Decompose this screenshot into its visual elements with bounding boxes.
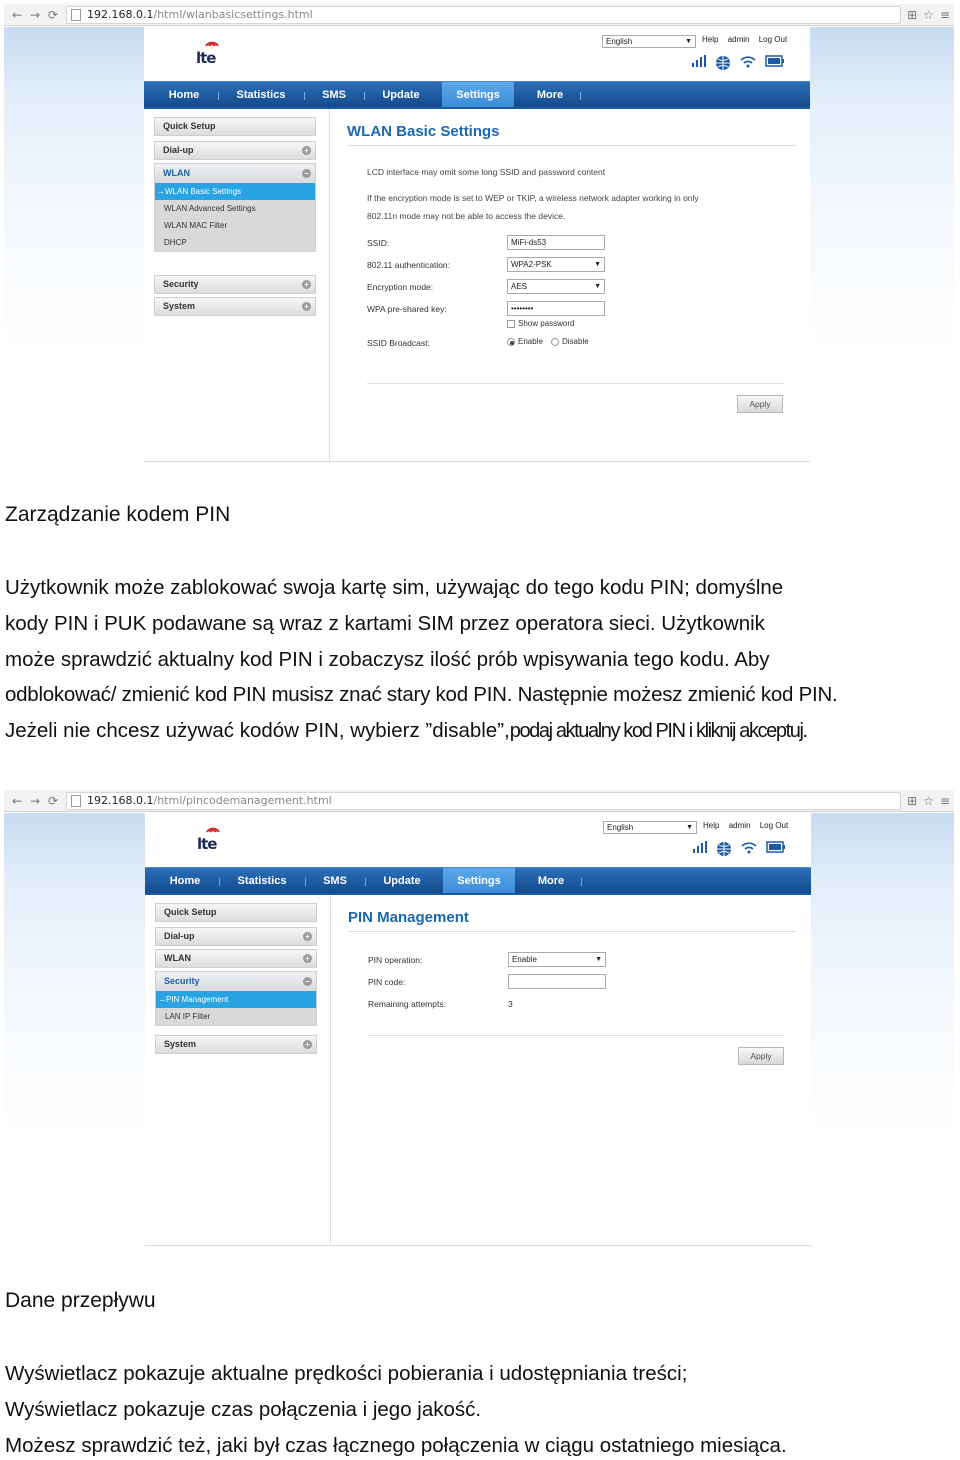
arrow-right-icon: → [157,187,165,196]
router-header [145,813,811,867]
wifi-icon [740,55,756,69]
sidebar-item-wlan[interactable] [155,164,315,183]
encryption-select[interactable] [507,279,605,294]
collapse-icon: − [303,977,312,986]
main-nav [145,867,811,893]
info-note: If the encryption mode is set to WEP or TKIP, a wireless network adapter working in only [367,193,699,203]
sidebar-subitem-label: WLAN Basic Settings [165,187,242,196]
apply-button[interactable]: Apply [737,395,783,413]
expand-icon: + [303,1040,312,1049]
pin-operation-select[interactable] [508,952,606,967]
nav-statistics[interactable]: Statistics [236,89,286,101]
auth-value: WPA2-PSK [511,260,552,269]
reload-icon[interactable]: ⟳ [47,793,59,808]
sidebar-subitem-wlan-advanced-settings[interactable]: WLAN Advanced Settings [164,204,256,213]
paragraph-pin [5,570,957,750]
internet-globe-icon [716,841,732,857]
screenshot-wlan-basic-settings [4,4,954,462]
router-header [144,27,810,81]
nav-sms[interactable]: SMS [322,89,346,101]
signal-strength-icon [692,55,706,67]
lte-logo: lte [196,49,216,67]
forward-icon[interactable]: → [29,793,41,808]
battery-icon [766,841,786,853]
url-host: 192.168.0.1 [87,794,154,807]
address-bar[interactable] [66,6,901,24]
paragraph-line: kody PIN i PUK podawane są wraz z kartami SIM przez operatora sieci. Użytkownik [5,611,765,635]
address-bar[interactable] [66,792,901,810]
page-title: WLAN Basic Settings [347,123,500,140]
reload-icon[interactable]: ⟳ [47,7,59,22]
internet-globe-icon [715,55,731,71]
sidebar-item-system[interactable] [154,297,316,316]
sidebar-item-label: Dial-up [163,145,194,155]
paragraph-line [5,713,957,750]
nav-update[interactable]: Update [382,89,420,101]
encryption-label: Encryption mode: [367,282,434,292]
top-links [703,821,795,830]
status-icons [692,55,785,71]
enable-label: Enable [518,337,543,346]
menu-icon[interactable]: ≡ [939,793,950,808]
settings-content [331,109,810,462]
info-note: 802.11n mode may not be able to access the device. [367,211,566,221]
section-heading-data-flow: Dane przepływu [5,1289,156,1312]
language-value: English [606,37,633,46]
nav-more[interactable]: More [537,875,565,887]
page-icon [71,9,81,21]
sidebar-item-quick-setup[interactable] [155,903,317,922]
radio-dot [551,338,559,346]
psk-label: WPA pre-shared key: [367,304,447,314]
sidebar-item-label: Security [164,976,200,986]
forward-icon[interactable]: → [29,7,41,22]
auth-select[interactable] [507,257,605,272]
lte-signal-logo-icon [205,821,221,833]
screenshot-pin-management [4,790,954,1246]
help-link[interactable]: Help [702,35,719,44]
translate-icon[interactable]: ⊞ [907,793,918,808]
url-path: /html/pincodemanagement.html [153,794,332,807]
sidebar-subitem-dhcp[interactable]: DHCP [164,238,187,247]
sidebar-subitem-pin-management[interactable] [156,991,316,1008]
user-name: admin [728,821,751,830]
top-links [702,35,794,44]
sidebar-item-label: Quick Setup [164,907,217,917]
chevron-down-icon: ▼ [685,38,692,45]
radio-dot [507,338,515,346]
sidebar-item-label: System [164,1039,197,1049]
sidebar-group-security [155,971,317,1026]
info-note: LCD interface may omit some long SSID and password content [367,167,606,177]
bookmark-star-icon[interactable]: ☆ [923,793,934,808]
router-ui [144,27,810,462]
apply-button[interactable]: Apply [738,1047,784,1065]
pin-code-label: PIN code: [368,977,406,987]
ssid-broadcast-label: SSID Broadcast: [367,338,430,348]
settings-content [332,895,811,1246]
wifi-icon [741,841,757,855]
show-password-checkbox[interactable] [507,319,574,328]
browser-toolbar [4,790,954,812]
router-ui [145,813,811,1246]
user-name: admin [727,35,750,44]
chevron-down-icon: ▼ [686,824,693,831]
pin-code-input[interactable] [508,974,606,989]
sidebar-item-dialup[interactable] [155,927,317,946]
show-password-label: Show password [518,319,575,328]
chevron-down-icon: ▼ [594,261,601,268]
logout-link[interactable]: Log Out [758,35,788,44]
sidebar-item-label: Dial-up [164,931,195,941]
settings-sidebar [144,109,330,462]
paragraph-data-flow [5,1356,957,1460]
main-nav [144,81,810,107]
language-select[interactable] [602,35,696,48]
language-value: English [607,823,634,832]
help-link[interactable]: Help [703,821,720,830]
battery-icon [765,55,785,67]
page-title: PIN Management [348,909,469,926]
url-host: 192.168.0.1 [87,8,154,21]
translate-icon[interactable]: ⊞ [907,7,918,22]
language-select[interactable] [603,821,697,834]
nav-home[interactable]: Home [168,89,200,101]
browser-viewport [4,813,954,1246]
nav-settings[interactable]: Settings [442,82,514,108]
expand-icon: + [303,932,312,941]
expand-icon: + [303,954,312,963]
remaining-attempts-value: 3 [508,999,513,1009]
sidebar-item-label: Security [163,279,199,289]
checkbox-box [507,320,515,328]
paragraph-line-part: podaj aktualny kod PIN i kliknij akceptuj. [509,720,807,743]
nav-sms[interactable]: SMS [323,875,347,887]
lte-signal-logo-icon [204,35,220,47]
pin-operation-label: PIN operation: [368,955,423,965]
arrow-right-icon: → [158,995,166,1004]
sidebar-subitem-label: PIN Management [166,995,229,1004]
sidebar-item-system[interactable] [155,1035,317,1054]
nav-more[interactable]: More [536,89,564,101]
chevron-down-icon: ▼ [594,283,601,290]
sidebar-item-security[interactable] [156,972,316,991]
sidebar-item-label: Quick Setup [163,121,216,131]
paragraph-line: może sprawdzić aktualny kod PIN i zobaczysz ilość prób wpisywania tego kodu. Aby [5,647,770,671]
paragraph-line: Wyświetlacz pokazuje czas połączenia i jego jakość. [5,1397,482,1421]
signal-strength-icon [693,841,707,853]
sidebar-item-quick-setup[interactable] [154,117,316,136]
back-icon[interactable]: ← [11,793,23,808]
encryption-value: AES [511,282,528,291]
paragraph-line: Użytkownik może zablokować swoja kartę sim, używając do tego kodu PIN; domyślne [5,576,784,599]
sidebar-subitem-wlan-mac-filter[interactable]: WLAN MAC Filter [164,221,228,230]
paragraph-line: odblokować/ zmienić kod PIN musisz znać stary kod PIN. Następnie możesz zmienić kod PIN. [5,683,838,707]
ssid-label: SSID: [367,238,390,248]
nav-update[interactable]: Update [383,875,421,887]
expand-icon: + [302,280,311,289]
auth-label: 802.11 authentication: [367,260,451,270]
paragraph-line-part: Jeżeli nie chcesz używać kodów PIN, wybierz ”disable”, [5,719,510,743]
section-heading-pin: Zarządzanie kodem PIN [5,503,231,526]
nav-settings[interactable]: Settings [443,868,515,894]
remaining-attempts-label: Remaining attempts: [368,999,446,1009]
back-icon[interactable]: ← [11,7,23,22]
disable-label: Disable [562,337,589,346]
nav-home[interactable]: Home [169,875,201,887]
collapse-icon: − [302,169,311,178]
sidebar-item-label: System [163,301,196,311]
settings-sidebar [145,895,331,1246]
bookmark-star-icon[interactable]: ☆ [923,7,934,22]
chevron-down-icon: ▼ [595,956,602,963]
sidebar-item-label: WLAN [163,168,190,178]
nav-statistics[interactable]: Statistics [237,875,287,887]
sidebar-subitem-lan-ip-filter[interactable]: LAN IP Filter [165,1012,211,1021]
ssid-input[interactable]: MiFi-ds53 [507,235,605,250]
sidebar-item-wlan[interactable] [155,949,317,968]
browser-toolbar [4,4,954,26]
paragraph-line: Wyświetlacz pokazuje aktualne prędkości pobierania i udostępniania treści; [5,1362,688,1385]
paragraph-line: Możesz sprawdzić też, jaki był czas łącznego połączenia w ciągu ostatniego miesiąca. [5,1433,787,1457]
sidebar-item-label: WLAN [164,953,191,963]
page-icon [71,795,81,807]
sidebar-subitem-wlan-basic-settings[interactable] [155,183,315,200]
browser-viewport [4,27,954,462]
lte-logo: lte [197,835,217,853]
pin-operation-value: Enable [512,955,537,964]
sidebar-item-dialup[interactable] [154,141,316,160]
menu-icon[interactable]: ≡ [939,7,950,22]
url-path: /html/wlanbasicsettings.html [153,8,313,21]
broadcast-disable-radio[interactable] [551,337,589,346]
expand-icon: + [302,146,311,155]
status-icons [693,841,786,857]
psk-input[interactable]: •••••••• [507,301,605,316]
sidebar-item-security[interactable] [154,275,316,294]
expand-icon: + [302,302,311,311]
sidebar-group-wlan [154,163,316,252]
logout-link[interactable]: Log Out [759,821,789,830]
broadcast-enable-radio[interactable] [507,337,543,346]
